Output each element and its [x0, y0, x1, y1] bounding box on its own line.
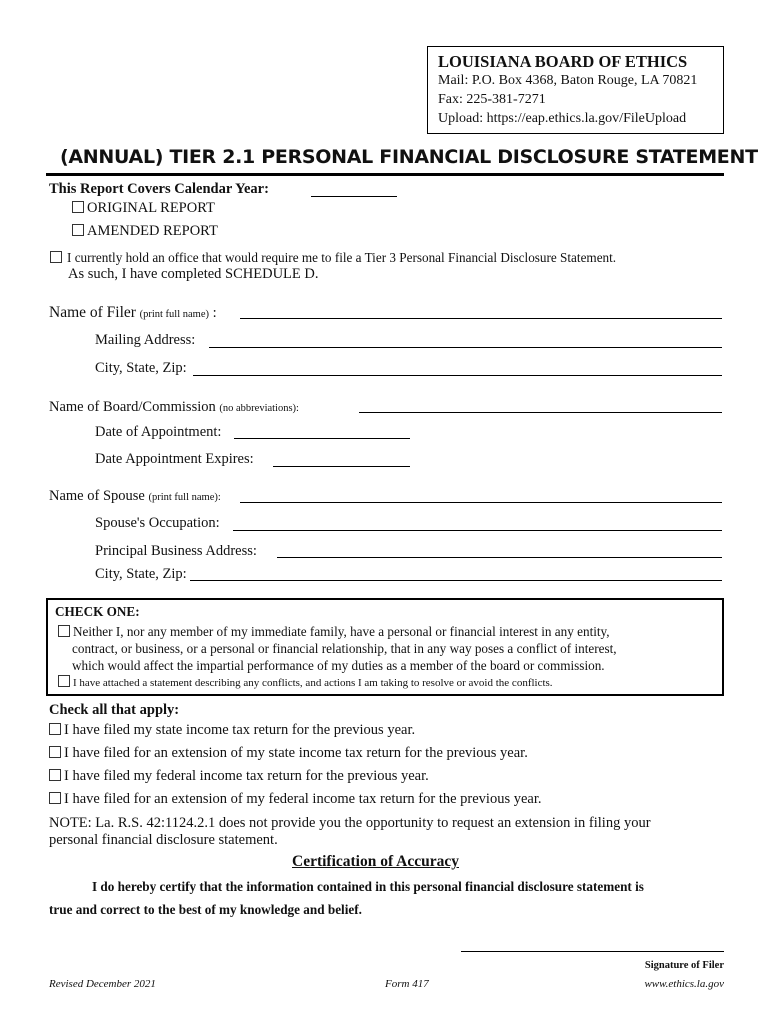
title-divider	[46, 173, 724, 176]
conflict-statement-label: I have attached a statement describing any conflicts, and actions I am taking to resolve or avoid the conflicts.	[73, 677, 553, 689]
tax-option-4-checkbox[interactable]	[49, 792, 61, 804]
form-title: (ANNUAL) TIER 2.1 PERSONAL FINANCIAL DISCLOSURE STATEMENT	[60, 146, 758, 168]
mailing-address-field[interactable]	[209, 347, 722, 348]
filer-name-field[interactable]	[240, 318, 722, 319]
tax-option-3[interactable]	[49, 768, 429, 785]
mail-address: Mail: P.O. Box 4368, Baton Rouge, LA 70821	[438, 73, 698, 88]
tax-option-1[interactable]	[49, 722, 415, 739]
no-conflict-option[interactable]	[58, 624, 610, 640]
filer-city-field[interactable]	[193, 375, 722, 376]
filer-city-label: City, State, Zip:	[95, 360, 187, 376]
note-line2: personal financial disclosure statement.	[49, 832, 278, 848]
revised-date: Revised December 2021	[49, 978, 156, 990]
amended-report-checkbox[interactable]	[72, 224, 84, 236]
no-conflict-line2: contract, or business, or a personal or financial relationship, that in any way poses a conflict of interest,	[72, 641, 617, 656]
amended-report-option[interactable]	[72, 223, 218, 240]
original-report-option[interactable]	[72, 200, 215, 217]
original-report-label: ORIGINAL REPORT	[87, 200, 215, 216]
website: www.ethics.la.gov	[644, 978, 724, 990]
amended-report-label: AMENDED REPORT	[87, 223, 218, 239]
tier3-checkbox[interactable]	[50, 251, 62, 263]
spouse-name-field[interactable]	[240, 502, 722, 503]
business-address-field[interactable]	[277, 557, 722, 558]
no-conflict-checkbox[interactable]	[58, 625, 70, 637]
board-name-field[interactable]	[359, 412, 722, 413]
tax-option-3-checkbox[interactable]	[49, 769, 61, 781]
spouse-name-hint: (print full name):	[148, 492, 221, 503]
board-name-hint: (no abbreviations):	[219, 403, 299, 414]
tax-option-3-label: I have filed my federal income tax return for the previous year.	[64, 768, 429, 784]
appointment-date-label: Date of Appointment:	[95, 424, 222, 440]
form-number: Form 417	[385, 978, 429, 990]
appointment-expires-label: Date Appointment Expires:	[95, 451, 254, 467]
spouse-city-field[interactable]	[190, 580, 722, 581]
conflict-statement-option[interactable]	[58, 675, 553, 689]
spouse-city-label: City, State, Zip:	[95, 566, 187, 582]
spouse-name-label	[49, 488, 221, 505]
filer-name-label	[49, 304, 217, 322]
fax-number: Fax: 225-381-7271	[438, 92, 546, 107]
business-address-label: Principal Business Address:	[95, 543, 257, 559]
mailing-address-label: Mailing Address:	[95, 332, 196, 348]
tier3-option[interactable]	[50, 250, 616, 266]
tax-option-1-checkbox[interactable]	[49, 723, 61, 735]
tier3-line2: As such, I have completed SCHEDULE D.	[68, 266, 319, 282]
appointment-date-field[interactable]	[234, 438, 410, 439]
signature-label: Signature of Filer	[644, 960, 724, 971]
appointment-expires-field[interactable]	[273, 466, 410, 467]
note-line1: NOTE: La. R.S. 42:1124.2.1 does not provide you the opportunity to request an extension in filing your	[49, 815, 651, 831]
tax-option-4[interactable]	[49, 791, 542, 808]
tax-option-4-label: I have filed for an extension of my federal income tax return for the previous year.	[64, 791, 542, 807]
board-name-text: Name of Board/Commission	[49, 399, 216, 415]
no-conflict-line3: which would affect the impartial performance of my duties as a member of the board or commission.	[72, 658, 605, 673]
filer-name-colon: :	[212, 305, 217, 321]
tax-option-2[interactable]	[49, 745, 528, 762]
no-conflict-line1: Neither I, nor any member of my immediate family, have a personal or financial interest in any entity,	[73, 624, 610, 639]
check-all-heading: Check all that apply:	[49, 702, 180, 718]
calendar-year-label: This Report Covers Calendar Year:	[49, 181, 269, 197]
agency-name: LOUISIANA BOARD OF ETHICS	[438, 52, 688, 71]
filer-name-hint: (print full name)	[139, 309, 209, 320]
tier3-line1: I currently hold an office that would require me to file a Tier 3 Personal Financial Disclosure Statement.	[67, 250, 617, 265]
original-report-checkbox[interactable]	[72, 201, 84, 213]
tax-option-1-label: I have filed my state income tax return for the previous year.	[64, 722, 416, 738]
tax-option-2-label: I have filed for an extension of my state income tax return for the previous year.	[64, 745, 528, 761]
certification-line1: I do hereby certify that the information contained in this personal financial disclosure statement is	[92, 879, 644, 894]
board-name-label	[49, 399, 299, 416]
signature-field[interactable]	[461, 951, 724, 952]
filer-name-text: Name of Filer	[49, 304, 136, 321]
certification-heading: Certification of Accuracy	[292, 853, 459, 870]
spouse-occupation-label: Spouse's Occupation:	[95, 515, 220, 531]
certification-line2: true and correct to the best of my knowledge and belief.	[49, 902, 362, 917]
tax-option-2-checkbox[interactable]	[49, 746, 61, 758]
upload-url: Upload: https://eap.ethics.la.gov/FileUpload	[438, 111, 687, 126]
contact-info-box	[427, 46, 724, 134]
check-one-heading: CHECK ONE:	[55, 604, 140, 619]
conflict-statement-checkbox[interactable]	[58, 675, 70, 687]
spouse-occupation-field[interactable]	[233, 530, 722, 531]
spouse-name-text: Name of Spouse	[49, 488, 145, 504]
calendar-year-field[interactable]	[311, 196, 397, 197]
